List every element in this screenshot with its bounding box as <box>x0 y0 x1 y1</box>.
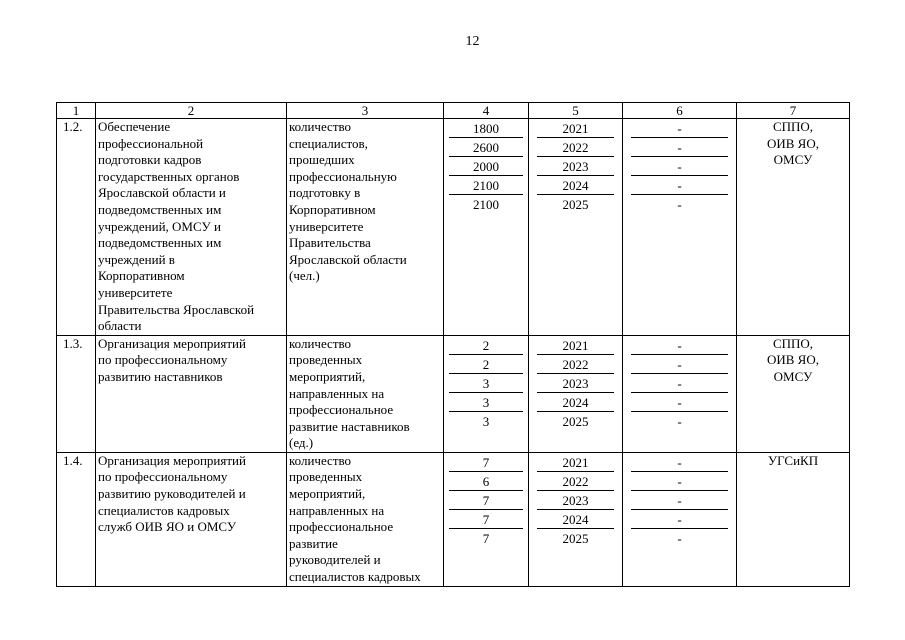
header-cell: 1 <box>57 103 96 119</box>
column-6-value: - <box>631 375 728 393</box>
indicator-cell: количество проведенных мероприятий, направленных на профессиональное развитие наставников (ед.) <box>287 335 444 452</box>
indicator-cell: количество проведенных мероприятий, направленных на профессиональное развитие руководителей и специалистов кадровых <box>287 452 444 586</box>
target-values-value: 2 <box>449 356 523 374</box>
table-row <box>57 335 850 452</box>
header-cell: 2 <box>96 103 287 119</box>
target-values-value: 7 <box>449 454 523 472</box>
years-value: 2024 <box>537 394 614 412</box>
header-cell: 6 <box>623 103 737 119</box>
table-row <box>57 119 850 336</box>
activity-cell: Обеспечение профессиональной подготовки кадров государственных органов Ярославской области и подведомственных им учреждений, ОМСУ и подведомственных им учреждений в Корпоративном университете Правительства Ярославской области <box>96 119 287 336</box>
years-value: 2021 <box>537 337 614 355</box>
executor-cell: СППО, ОИВ ЯО, ОМСУ <box>737 335 850 452</box>
target-values-value: 3 <box>449 394 523 412</box>
column-6-value: - <box>677 197 682 212</box>
years-value: 2023 <box>537 492 614 510</box>
years-value: 2024 <box>537 177 614 195</box>
years-value: 2022 <box>537 356 614 374</box>
column-6-value: - <box>631 120 728 138</box>
target-values-value: 2100 <box>449 177 523 195</box>
column-6-value: - <box>631 337 728 355</box>
header-cell: 4 <box>444 103 529 119</box>
column-6-value: - <box>631 511 728 529</box>
column-6 <box>623 119 737 336</box>
years-value: 2025 <box>562 530 589 546</box>
years-value: 2023 <box>537 375 614 393</box>
column-6-value: - <box>631 356 728 374</box>
activity-cell: Организация мероприятий по профессиональному развитию руководителей и специалистов кадровых служб ОИВ ЯО и ОМСУ <box>96 452 287 586</box>
target-values-value: 3 <box>449 375 523 393</box>
header-cell: 5 <box>529 103 623 119</box>
header-row <box>57 103 850 119</box>
indicator-cell: количество специалистов, прошедших профессиональную подготовку в Корпоративном университете Правительства Ярославской области (чел.) <box>287 119 444 336</box>
column-6-value: - <box>631 492 728 510</box>
activity-cell: Организация мероприятий по профессиональному развитию наставников <box>96 335 287 452</box>
column-6 <box>623 452 737 586</box>
target-values <box>444 452 529 586</box>
item-number: 1.3. <box>57 335 96 452</box>
column-6 <box>623 335 737 452</box>
executor-cell: УГСиКП <box>737 452 850 586</box>
years <box>529 452 623 586</box>
target-values <box>444 119 529 336</box>
target-values-value: 6 <box>449 473 523 491</box>
years-value: 2022 <box>537 139 614 157</box>
column-6-value: - <box>631 139 728 157</box>
years-value: 2021 <box>537 120 614 138</box>
table-row <box>57 452 850 586</box>
item-number: 1.4. <box>57 452 96 586</box>
years-value: 2024 <box>537 511 614 529</box>
column-6-value: - <box>631 158 728 176</box>
years-value: 2025 <box>562 197 589 212</box>
years <box>529 335 623 452</box>
target-values-value: 7 <box>449 492 523 510</box>
target-values-value: 2 <box>449 337 523 355</box>
column-6-value: - <box>631 473 728 491</box>
column-6-value: - <box>631 394 728 412</box>
column-6-value: - <box>631 177 728 195</box>
header-cell: 3 <box>287 103 444 119</box>
years-value: 2022 <box>537 473 614 491</box>
item-number: 1.2. <box>57 119 96 336</box>
header-cell: 7 <box>737 103 850 119</box>
target-values <box>444 335 529 452</box>
column-6-value: - <box>631 454 728 472</box>
page-number: 12 <box>465 34 480 49</box>
years-value: 2025 <box>562 413 589 429</box>
target-values-value: 3 <box>482 413 490 429</box>
column-6-value: - <box>677 530 682 546</box>
years-value: 2021 <box>537 454 614 472</box>
activities-table <box>56 102 850 587</box>
column-6-value: - <box>677 413 682 429</box>
target-values-value: 7 <box>449 511 523 529</box>
years-value: 2023 <box>537 158 614 176</box>
target-values-value: 2000 <box>449 158 523 176</box>
executor-cell: СППО, ОИВ ЯО, ОМСУ <box>737 119 850 336</box>
years <box>529 119 623 336</box>
target-values-value: 2600 <box>449 139 523 157</box>
target-values-value: 2100 <box>473 197 499 212</box>
target-values-value: 7 <box>482 530 490 546</box>
target-values-value: 1800 <box>449 120 523 138</box>
